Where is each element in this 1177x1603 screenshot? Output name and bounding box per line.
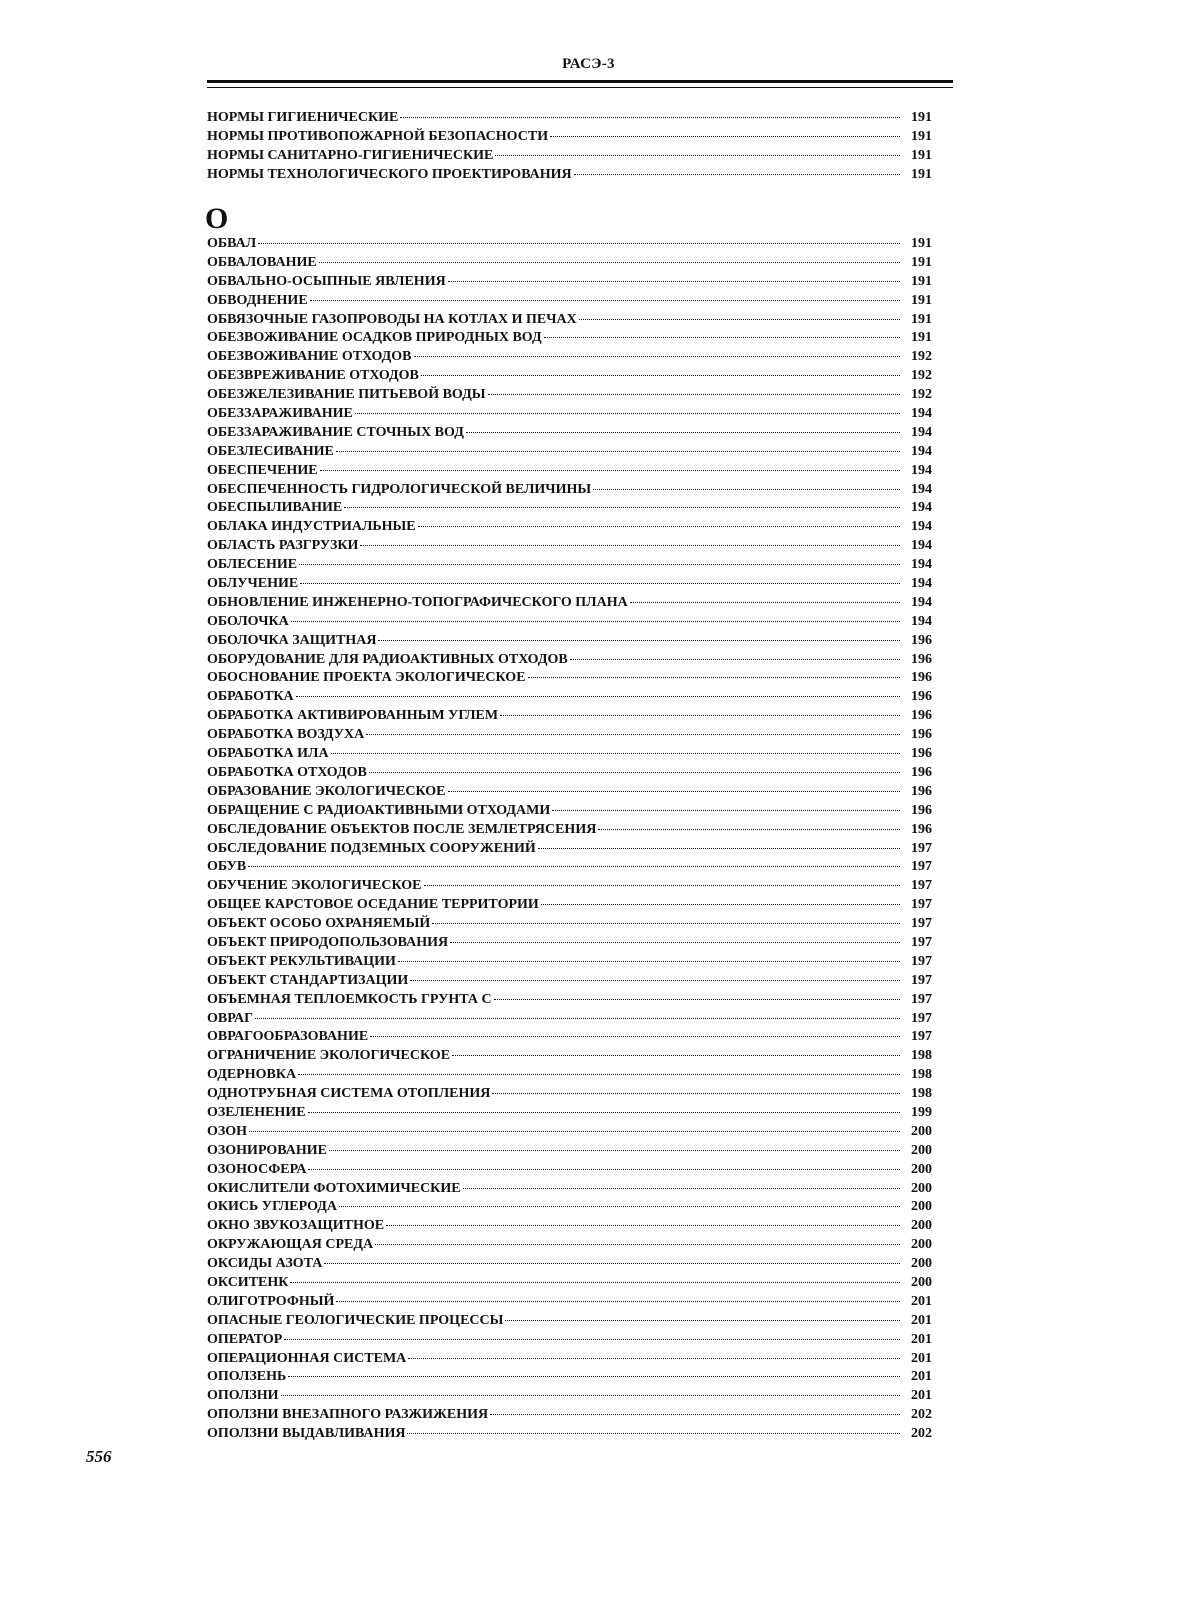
- index-page-ref: 196: [911, 632, 932, 648]
- index-term: ОБЕЗЖЕЛЕЗИВАНИЕ ПИТЬЕВОЙ ВОДЫ: [207, 387, 486, 403]
- index-term: ОБЛАСТЬ РАЗГРУЗКИ: [207, 538, 359, 554]
- index-entry: [207, 273, 932, 292]
- index-entry: [207, 1010, 932, 1029]
- index-page-ref: 191: [911, 273, 932, 289]
- page-number: 556: [86, 1447, 112, 1466]
- index-term: ОЛИГОТРОФНЫЙ: [207, 1293, 335, 1309]
- dot-leader: [290, 1282, 900, 1283]
- dot-leader: [418, 526, 900, 527]
- dot-leader: [369, 772, 900, 773]
- index-page-ref: 197: [911, 859, 932, 875]
- index-page-ref: 197: [911, 916, 932, 932]
- index-term: ОЗОН: [207, 1123, 248, 1139]
- index-entry: [207, 1274, 932, 1293]
- dot-leader: [466, 432, 900, 433]
- dot-leader: [432, 923, 900, 924]
- index-entry: [207, 1312, 932, 1331]
- index-term: ОБЕСПЫЛИВАНИЕ: [207, 500, 343, 516]
- dot-leader: [407, 1433, 900, 1434]
- index-entry: [207, 783, 932, 802]
- index-term: ОБВАЛЬНО-ОСЫПНЫЕ ЯВЛЕНИЯ: [207, 273, 446, 289]
- section-letter: О: [205, 202, 229, 235]
- index-term: ОБЕСПЕЧЕННОСТЬ ГИДРОЛОГИЧЕСКОЙ ВЕЛИЧИНЫ: [207, 481, 592, 497]
- index-term: ОБЛУЧЕНИЕ: [207, 576, 299, 592]
- index-page-ref: 197: [911, 840, 932, 856]
- index-entry: [207, 953, 932, 972]
- index-term: ОБЕЗЗАРАЖИВАНИЕ: [207, 406, 353, 422]
- index-page-ref: 197: [911, 953, 932, 969]
- dot-leader: [450, 942, 900, 943]
- index-term: ОБЕЗВРЕЖИВАНИЕ ОТХОДОВ: [207, 368, 419, 384]
- dot-leader: [360, 545, 900, 546]
- dot-leader: [355, 413, 900, 414]
- index-term: ОКИСЛИТЕЛИ ФОТОХИМИЧЕСКИЕ: [207, 1180, 461, 1196]
- index-term: ОПОЛЗЕНЬ: [207, 1369, 287, 1385]
- index-term: ОБОЛОЧКА: [207, 613, 289, 629]
- index-entry: [207, 1387, 932, 1406]
- index-page-ref: 197: [911, 991, 932, 1007]
- dot-leader: [408, 1358, 900, 1359]
- dot-leader: [505, 1320, 900, 1321]
- index-term: ОБЪЕКТ ПРИРОДОПОЛЬЗОВАНИЯ: [207, 934, 449, 950]
- index-page-ref: 194: [911, 500, 932, 516]
- index-entry: [207, 1217, 932, 1236]
- index-term: ОБРАБОТКА ИЛА: [207, 746, 329, 762]
- index-page-ref: 194: [911, 594, 932, 610]
- index-entry: [207, 877, 932, 896]
- index-term: ОЗОНИРОВАНИЕ: [207, 1142, 327, 1158]
- dot-leader: [574, 174, 900, 175]
- index-entry: [207, 764, 932, 783]
- index-term: ОКНО ЗВУКОЗАЩИТНОЕ: [207, 1218, 385, 1234]
- index-entry: [207, 1350, 932, 1369]
- index-page-ref: 191: [911, 147, 932, 163]
- index-entry: [207, 707, 932, 726]
- index-term: ОБРАЩЕНИЕ С РАДИОАКТИВНЫМИ ОТХОДАМИ: [207, 802, 551, 818]
- index-page-ref: 202: [911, 1426, 932, 1442]
- dot-leader: [414, 356, 900, 357]
- index-page-ref: 192: [911, 349, 932, 365]
- index-term: ОБНОВЛЕНИЕ ИНЖЕНЕРНО-ТОПОГРАФИЧЕСКОГО ПЛАНА: [207, 594, 628, 610]
- dot-leader: [319, 262, 900, 263]
- index-page-ref: 194: [911, 576, 932, 592]
- dot-leader: [488, 394, 901, 395]
- index-entry: [207, 840, 932, 859]
- index-term: ОЗЕЛЕНЕНИЕ: [207, 1104, 306, 1120]
- index-page-ref: 194: [911, 481, 932, 497]
- dot-leader: [288, 1376, 900, 1377]
- index-page-ref: 200: [911, 1218, 932, 1234]
- index-page-ref: 197: [911, 1010, 932, 1026]
- index-term: ОБЕЗВОЖИВАНИЕ ОТХОДОВ: [207, 349, 412, 365]
- dot-leader: [320, 470, 900, 471]
- index-page-ref: 191: [911, 166, 932, 182]
- index-term: ОБУЧЕНИЕ ЭКОЛОГИЧЕСКОЕ: [207, 878, 422, 894]
- index-entry: [207, 1368, 932, 1387]
- index-entry: [207, 235, 932, 254]
- index-term: ОКСИТЕНК: [207, 1274, 289, 1290]
- dot-leader: [378, 640, 900, 641]
- index-entry: [207, 1066, 932, 1085]
- index-term: ОДЕРНОВКА: [207, 1067, 297, 1083]
- dot-leader: [541, 904, 900, 905]
- index-page-ref: 201: [911, 1369, 932, 1385]
- index-term: НОРМЫ ПРОТИВОПОЖАРНОЙ БЕЗОПАСНОСТИ: [207, 128, 549, 144]
- index-page-ref: 191: [911, 311, 932, 327]
- dot-leader: [308, 1112, 900, 1113]
- index-page-ref: 196: [911, 708, 932, 724]
- dot-leader: [344, 507, 900, 508]
- index-page-ref: 200: [911, 1180, 932, 1196]
- index-entry: [207, 991, 932, 1010]
- index-entry: [207, 1028, 932, 1047]
- index-term: НОРМЫ ТЕХНОЛОГИЧЕСКОГО ПРОЕКТИРОВАНИЯ: [207, 166, 572, 182]
- index-term: ОБВОДНЕНИЕ: [207, 292, 308, 308]
- dot-leader: [331, 753, 900, 754]
- index-page-ref: 200: [911, 1199, 932, 1215]
- dot-leader: [291, 621, 900, 622]
- index-term: ОБСЛЕДОВАНИЕ ПОДЗЕМНЫХ СООРУЖЕНИЙ: [207, 840, 536, 856]
- index-term: ОПЕРАЦИОННАЯ СИСТЕМА: [207, 1350, 407, 1366]
- index-page-ref: 202: [911, 1407, 932, 1423]
- index-entry: [207, 972, 932, 991]
- dot-leader: [310, 300, 900, 301]
- dot-leader: [424, 885, 900, 886]
- dot-leader: [329, 1150, 900, 1151]
- index-page-ref: 196: [911, 802, 932, 818]
- index-page-ref: 200: [911, 1142, 932, 1158]
- index-term: ОДНОТРУБНАЯ СИСТЕМА ОТОПЛЕНИЯ: [207, 1086, 491, 1102]
- index-entry: [207, 858, 932, 877]
- index-page-ref: 197: [911, 897, 932, 913]
- index-page-ref: 201: [911, 1293, 932, 1309]
- index-page-ref: 197: [911, 972, 932, 988]
- index-page-ref: 200: [911, 1123, 932, 1139]
- index-page-ref: 194: [911, 443, 932, 459]
- index-entry: [207, 802, 932, 821]
- dot-leader: [410, 980, 900, 981]
- index-page-ref: 191: [911, 292, 932, 308]
- index-page-ref: 200: [911, 1237, 932, 1253]
- index-entry: [207, 1198, 932, 1217]
- dot-leader: [579, 319, 900, 320]
- index-entry: [207, 1406, 932, 1425]
- dot-leader: [421, 375, 900, 376]
- index-term: ОБЪЕКТ СТАНДАРТИЗАЦИИ: [207, 972, 409, 988]
- dot-leader: [336, 451, 900, 452]
- index-entry: [207, 726, 932, 745]
- index-page-ref: 197: [911, 934, 932, 950]
- index-term: ОБРАБОТКА ВОЗДУХА: [207, 727, 365, 743]
- index-entry: [207, 575, 932, 594]
- index-page-ref: 196: [911, 670, 932, 686]
- index-term: ОБВАЛОВАНИЕ: [207, 254, 317, 270]
- dot-leader: [538, 848, 900, 849]
- index-page-ref: 196: [911, 651, 932, 667]
- dot-leader: [452, 1055, 900, 1056]
- index-page-ref: 200: [911, 1161, 932, 1177]
- index-entry: [207, 1255, 932, 1274]
- index-entry: [207, 821, 932, 840]
- index-page-ref: 191: [911, 128, 932, 144]
- index-entry: [207, 1236, 932, 1255]
- index-page-ref: 200: [911, 1274, 932, 1290]
- dot-leader: [593, 489, 900, 490]
- index-term: ОБОСНОВАНИЕ ПРОЕКТА ЭКОЛОГИЧЕСКОЕ: [207, 670, 526, 686]
- index-page-ref: 196: [911, 764, 932, 780]
- index-entry: [207, 1161, 932, 1180]
- dot-leader: [550, 136, 900, 137]
- index-entry: [207, 594, 932, 613]
- index-term: ОПОЛЗНИ ВНЕЗАПНОГО РАЗЖИЖЕНИЯ: [207, 1407, 489, 1423]
- index-entry: [207, 745, 932, 764]
- index-term: ОГРАНИЧЕНИЕ ЭКОЛОГИЧЕСКОЕ: [207, 1048, 451, 1064]
- index-page-ref: 196: [911, 689, 932, 705]
- index-page-ref: 196: [911, 783, 932, 799]
- index-entry: [207, 1293, 932, 1312]
- index-entry: [207, 311, 932, 330]
- index-page-ref: 198: [911, 1086, 932, 1102]
- index-block-top: [207, 109, 932, 185]
- dot-leader: [448, 791, 901, 792]
- index-entry: [207, 329, 932, 348]
- index-entry: [207, 424, 932, 443]
- index-term: ОБЛАКА ИНДУСТРИАЛЬНЫЕ: [207, 519, 416, 535]
- index-term: ОБЕЗВОЖИВАНИЕ ОСАДКОВ ПРИРОДНЫХ ВОД: [207, 330, 542, 346]
- index-term: ОБВАЛ: [207, 236, 257, 251]
- dot-leader: [366, 734, 900, 735]
- index-term: ОБЕЗЛЕСИВАНИЕ: [207, 443, 334, 459]
- index-entry: [207, 481, 932, 500]
- index-entry: [207, 166, 932, 185]
- dot-leader: [300, 583, 900, 584]
- index-entry: [207, 254, 932, 273]
- dot-leader: [339, 1206, 900, 1207]
- index-term: ОБСЛЕДОВАНИЕ ОБЪЕКТОВ ПОСЛЕ ЗЕМЛЕТРЯСЕНИЯ: [207, 821, 597, 837]
- index-page-ref: 196: [911, 727, 932, 743]
- index-entry: [207, 109, 932, 128]
- dot-leader: [386, 1225, 900, 1226]
- dot-leader: [298, 1074, 900, 1075]
- dot-leader: [463, 1188, 900, 1189]
- index-entry: [207, 934, 932, 953]
- index-term: ОБЕСПЕЧЕНИЕ: [207, 462, 318, 478]
- index-entry: [207, 367, 932, 386]
- index-entry: [207, 462, 932, 481]
- index-term: ОПАСНЫЕ ГЕОЛОГИЧЕСКИЕ ПРОЦЕССЫ: [207, 1312, 504, 1328]
- dot-leader: [249, 1131, 900, 1132]
- dot-leader: [500, 715, 900, 716]
- index-entry: [207, 348, 932, 367]
- index-page-ref: 196: [911, 821, 932, 837]
- index-page-ref: 199: [911, 1104, 932, 1120]
- dot-leader: [630, 602, 900, 603]
- index-entry: [207, 915, 932, 934]
- index-page-ref: 200: [911, 1256, 932, 1272]
- index-term: ОКСИДЫ АЗОТА: [207, 1256, 323, 1272]
- index-page-ref: 194: [911, 424, 932, 440]
- dot-leader: [495, 155, 900, 156]
- dot-leader: [370, 1036, 900, 1037]
- index-page-ref: 194: [911, 462, 932, 478]
- index-term: НОРМЫ САНИТАРНО-ГИГИЕНИЧЕСКИЕ: [207, 147, 494, 163]
- index-term: НОРМЫ ГИГИЕНИЧЕСКИЕ: [207, 110, 399, 125]
- index-page-ref: 191: [911, 330, 932, 346]
- index-term: ОВРАГ: [207, 1010, 254, 1026]
- index-term: ОБОРУДОВАНИЕ ДЛЯ РАДИОАКТИВНЫХ ОТХОДОВ: [207, 651, 568, 667]
- dot-leader: [336, 1301, 900, 1302]
- index-page-ref: 201: [911, 1331, 932, 1347]
- dot-leader: [255, 1018, 900, 1019]
- index-entry: [207, 1180, 932, 1199]
- dot-leader: [448, 281, 900, 282]
- index-page-ref: 196: [911, 746, 932, 762]
- index-term: ОКИСЬ УГЛЕРОДА: [207, 1199, 338, 1215]
- index-page-ref: 197: [911, 878, 932, 894]
- dot-leader: [494, 999, 900, 1000]
- dot-leader: [375, 1244, 900, 1245]
- index-entry: [207, 556, 932, 575]
- index-page-ref: 192: [911, 387, 932, 403]
- index-entry: [207, 1142, 932, 1161]
- dot-leader: [544, 337, 900, 338]
- index-entry: [207, 613, 932, 632]
- index-entry: [207, 669, 932, 688]
- index-term: ОПОЛЗНИ ВЫДАВЛИВАНИЯ: [207, 1426, 406, 1442]
- index-page-ref: 197: [911, 1029, 932, 1045]
- index-entry: [207, 1104, 932, 1123]
- index-term: ОБУВ: [207, 859, 247, 875]
- index-term: ОБВЯЗОЧНЫЕ ГАЗОПРОВОДЫ НА КОТЛАХ И ПЕЧАХ: [207, 311, 577, 327]
- index-page-ref: 194: [911, 519, 932, 535]
- index-term: ОБЕЗЗАРАЖИВАНИЕ СТОЧНЫХ ВОД: [207, 424, 464, 440]
- dot-leader: [398, 961, 900, 962]
- dot-leader: [528, 677, 900, 678]
- index-page-ref: 201: [911, 1312, 932, 1328]
- dot-leader: [296, 696, 900, 697]
- index-term: ОЗОНОСФЕРА: [207, 1161, 307, 1177]
- index-term: ОПОЛЗНИ: [207, 1388, 279, 1404]
- dot-leader: [490, 1414, 900, 1415]
- running-header: РАСЭ-3: [562, 56, 615, 72]
- index-entry: [207, 1425, 932, 1444]
- index-entry: [207, 292, 932, 311]
- index-page-ref: 201: [911, 1350, 932, 1366]
- index-term: ОПЕРАТОР: [207, 1331, 283, 1347]
- index-entry: [207, 896, 932, 915]
- dot-leader: [258, 243, 900, 244]
- index-entry: [207, 499, 932, 518]
- dot-leader: [299, 564, 900, 565]
- index-term: ОБРАЗОВАНИЕ ЭКОЛОГИЧЕСКОЕ: [207, 783, 446, 799]
- dot-leader: [492, 1093, 900, 1094]
- index-term: ОБЪЕКТ РЕКУЛЬТИВАЦИИ: [207, 953, 396, 969]
- index-page-ref: 198: [911, 1048, 932, 1064]
- index-term: ОБЛЕСЕНИЕ: [207, 557, 298, 573]
- index-page-ref: 191: [911, 110, 932, 125]
- index-entry: [207, 128, 932, 147]
- index-page-ref: 194: [911, 613, 932, 629]
- index-term: ОВРАГООБРАЗОВАНИЕ: [207, 1029, 369, 1045]
- index-entry: [207, 1047, 932, 1066]
- dot-leader: [248, 866, 900, 867]
- index-block-main: [207, 235, 932, 1444]
- index-entry: [207, 1331, 932, 1350]
- index-entry: [207, 537, 932, 556]
- index-entry: [207, 1123, 932, 1142]
- index-page-ref: 194: [911, 557, 932, 573]
- index-page-ref: 194: [911, 538, 932, 554]
- index-term: ОБЪЕМНАЯ ТЕПЛОЕМКОСТЬ ГРУНТА С: [207, 991, 492, 1007]
- index-term: ОБРАБОТКА: [207, 689, 294, 705]
- index-entry: [207, 518, 932, 537]
- index-page-ref: 201: [911, 1388, 932, 1404]
- index-page-ref: 192: [911, 368, 932, 384]
- index-term: ОБЪЕКТ ОСОБО ОХРАНЯЕМЫЙ: [207, 916, 431, 932]
- index-page-ref: 198: [911, 1067, 932, 1083]
- index-entry: [207, 651, 932, 670]
- index-term: ОБРАБОТКА ОТХОДОВ: [207, 764, 367, 780]
- index-entry: [207, 632, 932, 651]
- index-term: ОБОЛОЧКА ЗАЩИТНАЯ: [207, 632, 377, 648]
- index-term: ОБЩЕЕ КАРСТОВОЕ ОСЕДАНИЕ ТЕРРИТОРИИ: [207, 897, 539, 913]
- dot-leader: [281, 1395, 900, 1396]
- index-term: ОБРАБОТКА АКТИВИРОВАННЫМ УГЛЕМ: [207, 708, 499, 724]
- dot-leader: [308, 1169, 900, 1170]
- index-entry: [207, 443, 932, 462]
- index-entry: [207, 405, 932, 424]
- dot-leader: [284, 1339, 900, 1340]
- dot-leader: [570, 659, 900, 660]
- index-page-ref: 191: [911, 254, 932, 270]
- header-rule: [207, 80, 953, 88]
- index-term: ОКРУЖАЮЩАЯ СРЕДА: [207, 1237, 374, 1253]
- index-entry: [207, 386, 932, 405]
- dot-leader: [324, 1263, 900, 1264]
- dot-leader: [400, 117, 900, 118]
- dot-leader: [598, 829, 900, 830]
- index-page-ref: 194: [911, 406, 932, 422]
- dot-leader: [552, 810, 900, 811]
- index-entry: [207, 147, 932, 166]
- index-entry: [207, 1085, 932, 1104]
- index-entry: [207, 688, 932, 707]
- index-page-ref: 191: [911, 236, 932, 251]
